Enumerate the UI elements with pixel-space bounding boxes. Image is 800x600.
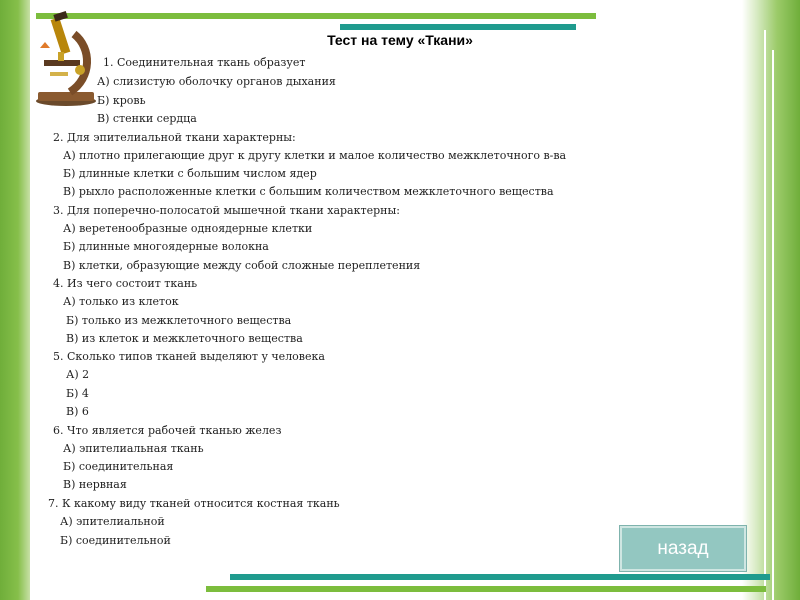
frame-line: [772, 50, 774, 600]
question-3: 3. Для поперечно-полосатой мышечной ткани характерны:: [53, 204, 400, 217]
answer-5b: Б) 4: [66, 387, 89, 400]
answer-7b: Б) соединительной: [60, 534, 171, 547]
answer-2a: А) плотно прилегающие друг к другу клетки и малое количество межклеточного в-ва: [63, 149, 567, 162]
answer-2b: Б) длинные клетки с большим числом ядер: [63, 167, 317, 180]
answer-6a: А) эпителиальная ткань: [63, 442, 204, 455]
answer-5c: В) 6: [66, 405, 89, 418]
answer-4a: А) только из клеток: [63, 295, 179, 308]
bottom-accent-bar: [206, 586, 766, 592]
left-frame: [0, 0, 30, 600]
answer-5a: А) 2: [66, 368, 90, 381]
answer-2c: В) рыхло расположенные клетки с большим количеством межклеточного вещества: [63, 185, 554, 198]
page-title: Тест на тему «Ткани»: [327, 32, 473, 48]
frame-line: [764, 30, 766, 600]
question-6: 6. Что является рабочей тканью желез: [53, 424, 282, 437]
answer-3a: А) веретенообразные одноядерные клетки: [63, 222, 313, 235]
top-accent-bar-teal: [340, 24, 576, 30]
right-frame: [742, 0, 800, 600]
question-1: 1. Соединительная ткань образует: [103, 56, 306, 69]
answer-1b: Б) кровь: [97, 94, 146, 107]
answer-1c: В) стенки сердца: [97, 112, 197, 125]
microscope-icon: [30, 8, 100, 108]
back-button[interactable]: назад: [620, 526, 746, 571]
answer-6b: Б) соединительная: [63, 460, 174, 473]
question-4: 4. Из чего состоит ткань: [53, 277, 198, 290]
answer-7a: А) эпителиальной: [60, 515, 165, 528]
top-accent-bar: [36, 13, 596, 19]
answer-4b: Б) только из межклеточного вещества: [66, 314, 292, 327]
question-2: 2. Для эпителиальной ткани характерны:: [53, 131, 296, 144]
answer-1a: А) слизистую оболочку органов дыхания: [97, 75, 336, 88]
answer-3b: Б) длинные многоядерные волокна: [63, 240, 269, 253]
answer-4c: В) из клеток и межклеточного вещества: [66, 332, 303, 345]
question-5: 5. Сколько типов тканей выделяют у человека: [53, 350, 325, 363]
answer-6c: В) нервная: [63, 478, 127, 491]
answer-3c: В) клетки, образующие между собой сложные переплетения: [63, 259, 421, 272]
bottom-accent-bar-teal: [230, 574, 770, 580]
question-7: 7. К какому виду тканей относится костная ткань: [48, 497, 340, 510]
